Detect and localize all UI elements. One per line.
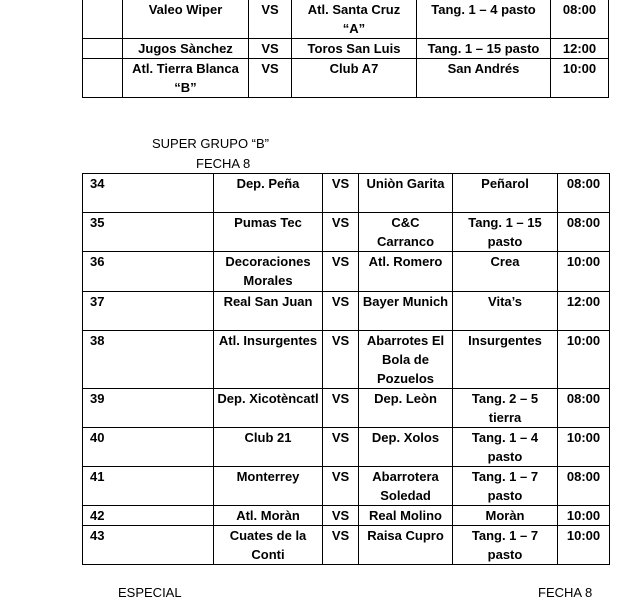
cell-time: 10:00 bbox=[551, 59, 609, 98]
cell-field: Tang. 1 – 15 pasto bbox=[453, 213, 558, 252]
cell-time: 10:00 bbox=[558, 506, 610, 526]
cell-num: 35 bbox=[83, 213, 214, 252]
cell-num: 38 bbox=[83, 331, 214, 389]
cell-num: 36 bbox=[83, 252, 214, 292]
cell-time: 12:00 bbox=[551, 39, 609, 59]
cell-time: 10:00 bbox=[558, 331, 610, 389]
group-date: FECHA 8 bbox=[196, 156, 251, 171]
cell-away: Dep. Leòn bbox=[359, 389, 453, 428]
table-row bbox=[83, 428, 610, 467]
cell-home: Cuates de la Conti bbox=[214, 526, 323, 565]
cell-vs: VS bbox=[323, 213, 359, 252]
cell-num: 34 bbox=[83, 174, 214, 213]
footer-fecha: FECHA 8 bbox=[538, 585, 593, 600]
cell-field: Tang. 1 – 4 pasto bbox=[417, 0, 551, 39]
cell-vs: VS bbox=[249, 59, 292, 98]
footer-especial: ESPECIAL bbox=[118, 585, 182, 600]
table-row bbox=[83, 292, 610, 331]
cell-home: Monterrey bbox=[214, 467, 323, 506]
cell-field: Tang. 1 – 7 pasto bbox=[453, 467, 558, 506]
cell-vs: VS bbox=[323, 389, 359, 428]
cell-vs: VS bbox=[323, 506, 359, 526]
cell-num: 42 bbox=[83, 506, 214, 526]
table-row bbox=[83, 0, 609, 39]
table-row bbox=[83, 252, 610, 292]
matches-table-1 bbox=[82, 0, 609, 98]
cell-time: 10:00 bbox=[558, 428, 610, 467]
cell-num: 40 bbox=[83, 428, 214, 467]
cell-away: Club A7 bbox=[292, 59, 417, 98]
cell-field: Peñarol bbox=[453, 174, 558, 213]
cell-away: Abarrotes El Bola de Pozuelos bbox=[359, 331, 453, 389]
cell-time: 12:00 bbox=[558, 292, 610, 331]
cell-home: Real San Juan bbox=[214, 292, 323, 331]
cell-vs: VS bbox=[323, 292, 359, 331]
cell-field: Insurgentes bbox=[453, 331, 558, 389]
cell-away: Real Molino bbox=[359, 506, 453, 526]
cell-away: C&C Carranco bbox=[359, 213, 453, 252]
cell-home: Dep. Peña bbox=[214, 174, 323, 213]
cell-vs: VS bbox=[323, 467, 359, 506]
table-row bbox=[83, 59, 609, 98]
cell-vs: VS bbox=[249, 39, 292, 59]
cell-home: Dep. Xicotèncatl bbox=[214, 389, 323, 428]
table-row bbox=[83, 389, 610, 428]
cell-time: 10:00 bbox=[558, 526, 610, 565]
cell-time: 08:00 bbox=[558, 467, 610, 506]
table-row bbox=[83, 506, 610, 526]
cell-field: Moràn bbox=[453, 506, 558, 526]
cell-away: Atl. Romero bbox=[359, 252, 453, 292]
cell-num bbox=[83, 0, 123, 39]
group-title: SUPER GRUPO “B” bbox=[152, 136, 270, 151]
cell-field: Tang. 2 – 5 tierra bbox=[453, 389, 558, 428]
cell-away: Dep. Xolos bbox=[359, 428, 453, 467]
cell-num bbox=[83, 59, 123, 98]
cell-away: Abarrotera Soledad bbox=[359, 467, 453, 506]
table-row bbox=[83, 526, 610, 565]
matches-table-2 bbox=[82, 173, 610, 565]
cell-home: Club 21 bbox=[214, 428, 323, 467]
cell-time: 10:00 bbox=[558, 252, 610, 292]
cell-away: Uniòn Garita bbox=[359, 174, 453, 213]
cell-vs: VS bbox=[323, 428, 359, 467]
cell-time: 08:00 bbox=[558, 213, 610, 252]
cell-home: Valeo Wiper bbox=[123, 0, 249, 39]
cell-away: Raisa Cupro bbox=[359, 526, 453, 565]
cell-time: 08:00 bbox=[558, 389, 610, 428]
cell-num bbox=[83, 39, 123, 59]
table-row bbox=[83, 467, 610, 506]
table-row bbox=[83, 213, 610, 252]
cell-home: Pumas Tec bbox=[214, 213, 323, 252]
table-row bbox=[83, 174, 610, 213]
cell-home: Atl. Tierra Blanca “B” bbox=[123, 59, 249, 98]
cell-home: Atl. Moràn bbox=[214, 506, 323, 526]
cell-num: 37 bbox=[83, 292, 214, 331]
table-row bbox=[83, 39, 609, 59]
cell-field: Tang. 1 – 7 pasto bbox=[453, 526, 558, 565]
cell-num: 43 bbox=[83, 526, 214, 565]
cell-field: Crea bbox=[453, 252, 558, 292]
cell-vs: VS bbox=[323, 331, 359, 389]
cell-field: Vita’s bbox=[453, 292, 558, 331]
cell-home: Atl. Insurgentes bbox=[214, 331, 323, 389]
cell-away: Atl. Santa Cruz “A” bbox=[292, 0, 417, 39]
cell-num: 41 bbox=[83, 467, 214, 506]
cell-home: Jugos Sànchez bbox=[123, 39, 249, 59]
cell-home: Decoraciones Morales bbox=[214, 252, 323, 292]
cell-field: San Andrés bbox=[417, 59, 551, 98]
cell-vs: VS bbox=[249, 0, 292, 39]
cell-away: Toros San Luis bbox=[292, 39, 417, 59]
table-row bbox=[83, 331, 610, 389]
cell-vs: VS bbox=[323, 526, 359, 565]
cell-field: Tang. 1 – 4 pasto bbox=[453, 428, 558, 467]
cell-away: Bayer Munich bbox=[359, 292, 453, 331]
cell-field: Tang. 1 – 15 pasto bbox=[417, 39, 551, 59]
cell-vs: VS bbox=[323, 174, 359, 213]
cell-num: 39 bbox=[83, 389, 214, 428]
cell-time: 08:00 bbox=[558, 174, 610, 213]
cell-time: 08:00 bbox=[551, 0, 609, 39]
cell-vs: VS bbox=[323, 252, 359, 292]
